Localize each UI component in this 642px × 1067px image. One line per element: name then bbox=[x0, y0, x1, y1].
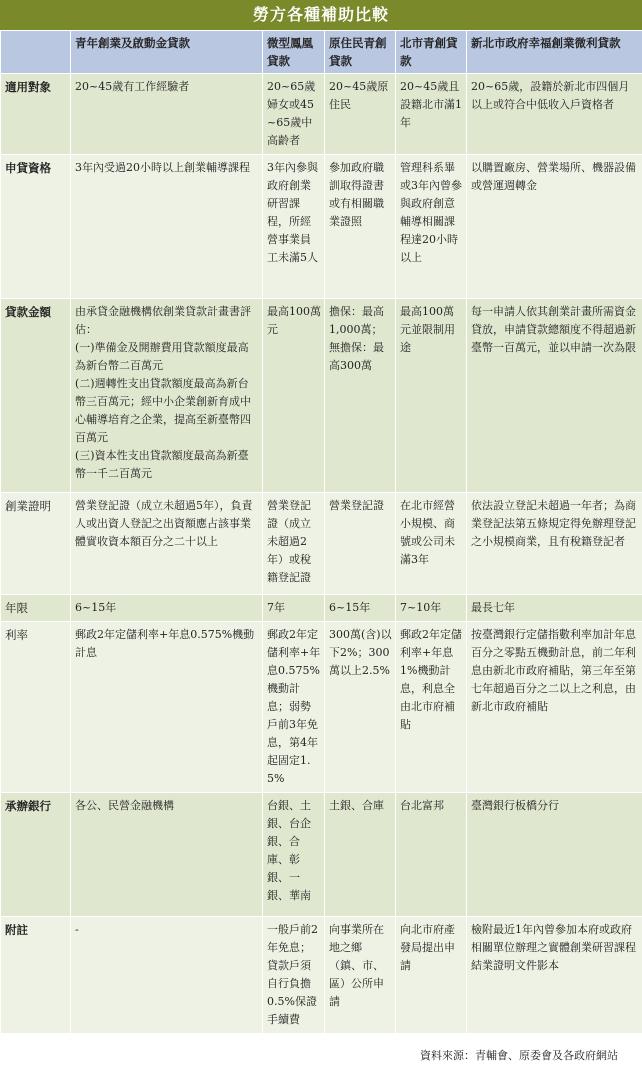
table-cell: - bbox=[71, 917, 263, 1034]
table-cell: 最長七年 bbox=[467, 595, 642, 622]
table-cell: 每一申請人依其創業計畫所需資金貸放，申請貸款總額度不得超過新臺幣一百萬元，並以申請一次為限 bbox=[467, 299, 642, 493]
row-label: 承辦銀行 bbox=[1, 793, 71, 917]
table-cell: 擔保：最高1,000萬；無擔保：最高300萬 bbox=[325, 299, 396, 493]
table-row bbox=[1, 622, 642, 793]
header-cell-phoenix-loan: 微型鳳凰貸款 bbox=[263, 31, 325, 74]
table-row bbox=[1, 793, 642, 917]
table-cell: 一般戶前2年免息；貸款戶須自行負擔0.5%保證手續費 bbox=[263, 917, 325, 1034]
table-row bbox=[1, 493, 642, 595]
row-label: 創業證明 bbox=[1, 493, 71, 595]
table-row bbox=[1, 917, 642, 1034]
row-label: 適用對象 bbox=[1, 74, 71, 155]
header-cell-taipei-loan: 北市青創貸款 bbox=[396, 31, 467, 74]
table-cell: 營業登記證（成立未超過5年），負責人或出資人登記之出資額應占該事業體實收資本額百分之二十以上 bbox=[71, 493, 263, 595]
table-cell: 300萬(含)以下2%；300萬以上2.5% bbox=[325, 622, 396, 793]
table-cell: 6~15年 bbox=[71, 595, 263, 622]
table-cell: 20~45歲且設籍北市滿1年 bbox=[396, 74, 467, 155]
header-row bbox=[1, 31, 642, 74]
row-label: 年限 bbox=[1, 595, 71, 622]
table-row bbox=[1, 595, 642, 622]
table-cell: 20~65歲婦女或45~65歲中高齡者 bbox=[263, 74, 325, 155]
table-cell: 20~65歲，設籍於新北市四個月以上或符合中低收入戶資格者 bbox=[467, 74, 642, 155]
table-cell: 各公、民營金融機構 bbox=[71, 793, 263, 917]
table-cell: 最高100萬元並限制用途 bbox=[396, 299, 467, 493]
comparison-table bbox=[0, 30, 642, 1034]
table-cell: 郵政2年定儲利率+年息0.575%機動計息；弱勢戶前3年免息，第4年起固定1.5% bbox=[263, 622, 325, 793]
table-cell: 郵政2年定儲利率+年息1%機動計息，利息全由北市府補貼 bbox=[396, 622, 467, 793]
table-cell: 檢附最近1年內曾參加本府或政府相關單位辦理之實體創業研習課程結業證明文件影本 bbox=[467, 917, 642, 1034]
table-cell: 3年內參與政府創業研習課程，所經營事業員工未滿5人 bbox=[263, 155, 325, 299]
header-cell-youth-loan: 青年創業及啟動金貸款 bbox=[71, 31, 263, 74]
table-row bbox=[1, 299, 642, 493]
table-cell: 參加政府職訓取得證書或有相關職業證照 bbox=[325, 155, 396, 299]
table-row bbox=[1, 74, 642, 155]
row-label: 利率 bbox=[1, 622, 71, 793]
table-cell: 7年 bbox=[263, 595, 325, 622]
table-cell: 6~15年 bbox=[325, 595, 396, 622]
table-cell: 向北市府產發局提出申請 bbox=[396, 917, 467, 1034]
header-cell-blank bbox=[1, 31, 71, 74]
table-cell: 3年內受過20小時以上創業輔導課程 bbox=[71, 155, 263, 299]
table-cell: 台銀、土銀、台企銀、合庫、彰銀、一銀、華南 bbox=[263, 793, 325, 917]
table-cell: 郵政2年定儲利率+年息0.575%機動計息 bbox=[71, 622, 263, 793]
header-cell-indigenous-loan: 原住民青創貸款 bbox=[325, 31, 396, 74]
row-label: 附註 bbox=[1, 917, 71, 1034]
table-cell: 按臺灣銀行定儲指數利率加計年息百分之零點五機動計息，前二年利息由新北市政府補貼，第三年至第七年超過百分之二以上之利息，由新北市政府補貼 bbox=[467, 622, 642, 793]
table-body bbox=[1, 74, 642, 1034]
row-label: 貸款金額 bbox=[1, 299, 71, 493]
table-cell: 台北富邦 bbox=[396, 793, 467, 917]
table-cell: 營業登記證（成立未超過2年）或稅籍登記證 bbox=[263, 493, 325, 595]
table-row bbox=[1, 155, 642, 299]
table-cell: 臺灣銀行板橋分行 bbox=[467, 793, 642, 917]
header-cell-new-taipei-loan: 新北市政府幸福創業微利貸款 bbox=[467, 31, 642, 74]
table-cell: 由承貸金融機構依創業貸款計畫書評估： (一)準備金及開辦費用貸款額度最高為新台幣二百萬元 (二)週轉性支出貸款額度最高為新台幣三百萬元；經中小企業創新育成中心輔導培育之企業，提高至新臺幣四百萬元 (三)資本性支出貸款額度最高為新臺幣一千二百萬元 bbox=[71, 299, 263, 493]
table-cell: 20~45歲原住民 bbox=[325, 74, 396, 155]
table-cell: 7~10年 bbox=[396, 595, 467, 622]
table-cell: 營業登記證 bbox=[325, 493, 396, 595]
table-cell: 以購置廠房、營業場所、機器設備或營運週轉金 bbox=[467, 155, 642, 299]
table-cell: 依法設立登記未超過一年者；為商業登記法第五條規定得免辦理登記之小規模商業，且有稅籍登記者 bbox=[467, 493, 642, 595]
table-cell: 向事業所在地之鄉（鎮、市、區）公所申請 bbox=[325, 917, 396, 1034]
table-cell: 20~45歲有工作經驗者 bbox=[71, 74, 263, 155]
row-label: 申貸資格 bbox=[1, 155, 71, 299]
table-title: 勞方各種補助比較 bbox=[0, 0, 642, 30]
table-cell: 土銀、合庫 bbox=[325, 793, 396, 917]
source-note: 資料來源：青輔會、原委會及各政府網站 bbox=[420, 1049, 618, 1062]
table-cell: 在北市經營小規模、商號或公司未滿3年 bbox=[396, 493, 467, 595]
table-cell: 最高100萬元 bbox=[263, 299, 325, 493]
table-cell: 管理科系畢或3年內曾參與政府創意輔導相關課程達20小時以上 bbox=[396, 155, 467, 299]
